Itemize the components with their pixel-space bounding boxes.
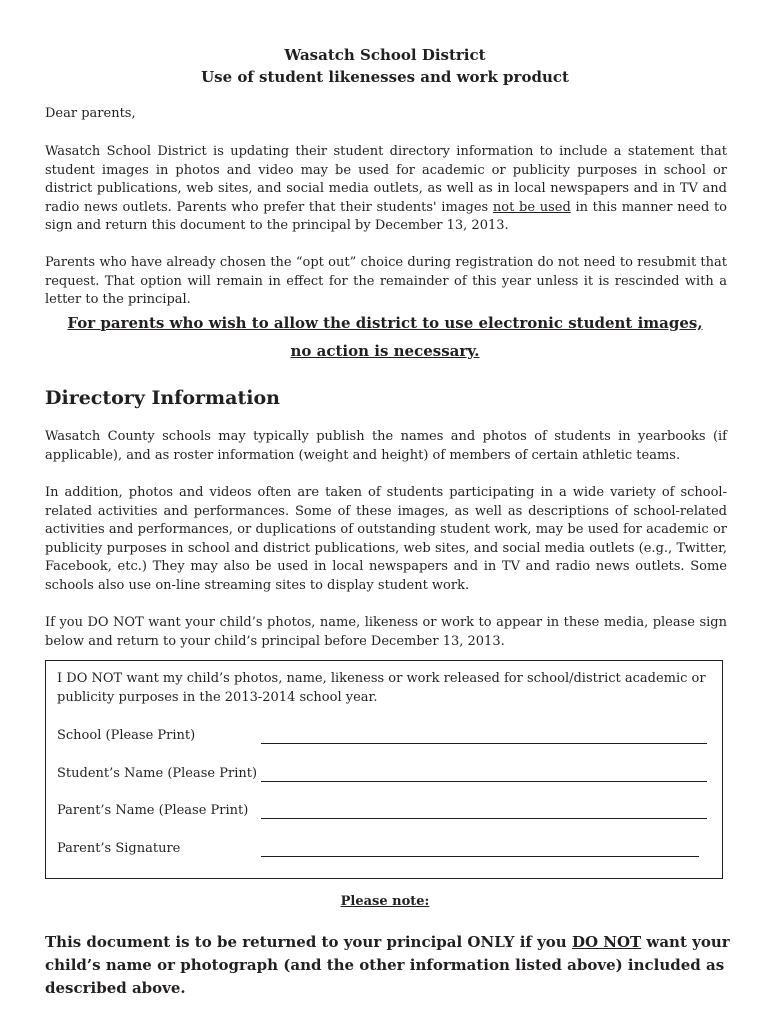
return-instruction (45, 931, 735, 1000)
please-note-label: Please note: (340, 894, 430, 909)
opt-out-paragraph: Parents who have already chosen the “opt out” choice during registration do not need to resubmit that request. That option will remain in effect for the remainder of this year unless it is rescinded with a letter to the principal. (45, 255, 727, 308)
intro-text-end: in this manner need to sign and return this document to the principal by December 13, 2013. (45, 199, 728, 234)
school-label: School (Please Print) (57, 728, 196, 743)
document-title: Use of student likenesses and work product (201, 68, 569, 86)
intro-paragraph (45, 143, 727, 236)
opt-out-statement: I DO NOT want my child’s photos, name, likeness or work released for school/district academic or publicity purposes in the 2013-2014 school year. (57, 671, 706, 705)
signature-field[interactable] (261, 856, 699, 857)
parent-name-label: Parent’s Name (Please Print) (57, 803, 249, 818)
do-not-underlined: DO NOT (571, 933, 642, 951)
return-instruction-start: This document is to be returned to your principal ONLY if you (45, 933, 572, 951)
directory-heading: Directory Information (45, 387, 280, 409)
salutation: Dear parents, (45, 106, 136, 121)
directory-paragraph-1: Wasatch County schools may typically publish the names and photos of students in yearbooks (if applicable), and as roster information (weight and height) of members of certain athletic teams. (45, 429, 727, 463)
no-action-notice-line1: For parents who wish to allow the district to use electronic student images, (67, 314, 703, 332)
school-field[interactable] (261, 743, 707, 744)
student-name-row (57, 765, 712, 785)
no-action-notice-line2: no action is necessary. (290, 342, 480, 360)
district-title: Wasatch School District (284, 46, 486, 64)
parent-name-field[interactable] (261, 818, 707, 819)
directory-paragraph-3: If you DO NOT want your child’s photos, name, likeness or work to appear in these media, please sign below and return to your child’s principal before December 13, 2013. (45, 615, 727, 649)
signature-label: Parent’s Signature (57, 841, 181, 856)
signature-row (57, 840, 712, 860)
student-name-field[interactable] (261, 781, 707, 782)
return-instruction-end: want your child’s name or photograph (and the other information listed above) included as described above. (45, 933, 730, 997)
student-name-label: Student’s Name (Please Print) (57, 766, 258, 781)
parent-name-row (57, 802, 712, 822)
school-row (57, 727, 712, 747)
opt-out-form (45, 660, 723, 879)
not-be-used-underlined: not be used (492, 199, 571, 215)
directory-paragraph-2: In addition, photos and videos often are taken of students participating in a wide variety of school-related activities and performances. Some of these images, as well as descriptions of school-related activities and performances, or duplications of outstanding student work, may be used for academic or publicity purposes in school and district publications, web sites, and social media outlets (e.g., Twitter, Facebook, etc.) They may also be used in local newspapers and in TV and radio news outlets. Some schools also use on-line streaming sites to display student work. (45, 485, 727, 593)
intro-text-start: Wasatch School District is updating their student directory information to include a statement that student images in photos and video may be used for academic or publicity purposes in school or district publications, web sites, and social media outlets, as well as in local newspapers and in TV and radio news outlets. Parents who prefer that their students' images (45, 144, 727, 215)
